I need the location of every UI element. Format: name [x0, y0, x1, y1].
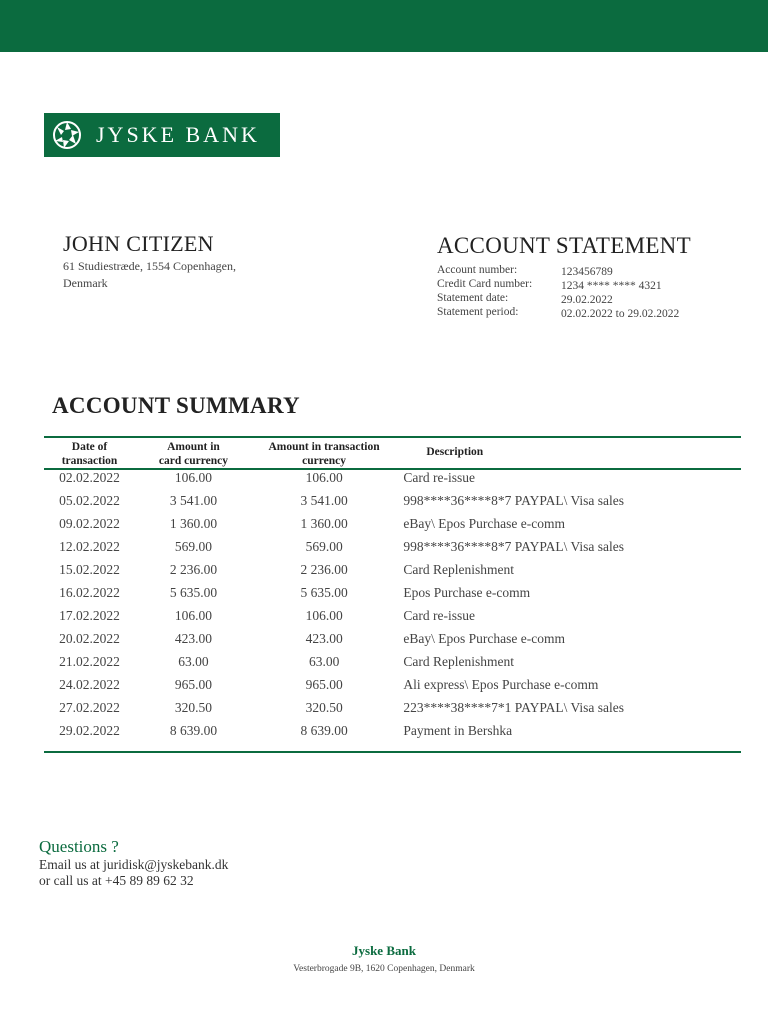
header-date-line2: transaction — [61, 455, 118, 467]
cell-description: Payment in Bershka — [403, 723, 513, 738]
cell-date: 16.02.2022 — [59, 585, 120, 600]
meta-label: Statement period: — [437, 306, 519, 318]
meta-label: Credit Card number: — [437, 278, 533, 290]
meta-value: 29.02.2022 — [561, 294, 613, 306]
cell-date: 29.02.2022 — [59, 723, 120, 738]
cell-description: eBay\ Epos Purchase e-comm — [403, 631, 565, 646]
cell-date: 17.02.2022 — [59, 608, 120, 623]
meta-label: Statement date: — [437, 292, 509, 304]
cell-transaction-amount: 2 236.00 — [300, 562, 348, 577]
customer-name: JOHN CITIZEN — [63, 231, 214, 256]
cell-transaction-amount: 106.00 — [305, 608, 343, 623]
cell-description: 223****38****7*1 PAYPAL\ Visa sales — [403, 700, 625, 715]
contact-block — [39, 837, 228, 889]
cell-card-amount: 5 635.00 — [169, 585, 218, 600]
cell-card-amount: 3 541.00 — [169, 493, 218, 508]
header-trans-line1: Amount in transaction — [268, 441, 380, 453]
cell-card-amount: 2 236.00 — [169, 562, 218, 577]
contact-phone[interactable]: or call us at +45 89 89 62 32 — [39, 873, 194, 888]
bank-logo-text: JYSKE BANK — [96, 122, 260, 147]
meta-value: 1234 **** **** 4321 — [561, 280, 662, 292]
statement-block — [437, 233, 747, 319]
footer-address: Vesterbrogade 9B, 1620 Copenhagen, Denmark — [293, 964, 475, 974]
header-card-line2: card currency — [158, 455, 228, 467]
cell-date: 05.02.2022 — [59, 493, 120, 508]
contact-email[interactable]: Email us at juridisk@jyskebank.dk — [39, 857, 229, 872]
cell-transaction-amount: 320.50 — [305, 700, 343, 715]
table-row — [44, 585, 741, 608]
meta-value: 02.02.2022 to 29.02.2022 — [561, 308, 680, 320]
table-row — [44, 516, 741, 539]
page-footer — [0, 942, 768, 974]
cell-description: 998****36****8*7 PAYPAL\ Visa sales — [403, 539, 625, 554]
table-row — [44, 631, 741, 654]
meta-row — [437, 291, 747, 305]
contact-title: Questions ? — [39, 837, 119, 856]
cell-date: 21.02.2022 — [59, 654, 120, 669]
cell-card-amount: 63.00 — [178, 654, 209, 669]
table-body — [44, 470, 741, 751]
header-trans-line2: currency — [302, 455, 346, 467]
table-row — [44, 562, 741, 585]
table-row — [44, 493, 741, 516]
cell-card-amount: 1 360.00 — [169, 516, 218, 531]
cell-date: 02.02.2022 — [59, 470, 120, 485]
cell-description: Card re-issue — [403, 608, 476, 623]
bank-logo — [44, 113, 280, 157]
cell-transaction-amount: 965.00 — [305, 677, 343, 692]
meta-row — [437, 263, 747, 277]
cell-transaction-amount: 3 541.00 — [300, 493, 348, 508]
cell-transaction-amount: 5 635.00 — [300, 585, 348, 600]
header-date-line1: Date of — [71, 441, 108, 453]
cell-description: Epos Purchase e-comm — [403, 585, 531, 600]
cell-description: Card Replenishment — [403, 562, 515, 577]
cell-card-amount: 569.00 — [174, 539, 213, 554]
footer-bank-name: Jyske Bank — [352, 943, 416, 958]
meta-label: Account number: — [437, 264, 518, 276]
table-row — [44, 470, 741, 493]
cell-description: Ali express\ Epos Purchase e-comm — [403, 677, 599, 692]
cell-card-amount: 423.00 — [174, 631, 213, 646]
cell-card-amount: 106.00 — [174, 470, 213, 485]
table-header — [44, 438, 741, 470]
meta-row — [437, 277, 747, 291]
cell-date: 20.02.2022 — [59, 631, 120, 646]
cell-transaction-amount: 569.00 — [305, 539, 343, 554]
transactions-table — [44, 436, 741, 753]
table-row — [44, 608, 741, 631]
cell-transaction-amount: 63.00 — [308, 654, 340, 669]
cell-description: Card Replenishment — [403, 654, 515, 669]
cell-transaction-amount: 8 639.00 — [300, 723, 348, 738]
cell-description: eBay\ Epos Purchase e-comm — [403, 516, 565, 531]
header-transaction-amount — [252, 438, 396, 468]
cell-description: 998****36****8*7 PAYPAL\ Visa sales — [403, 493, 625, 508]
customer-address-line1: 61 Studiestræde, 1554 Copenhagen, — [63, 259, 236, 273]
cell-card-amount: 965.00 — [174, 677, 213, 692]
table-row — [44, 539, 741, 562]
aperture-logo-icon — [52, 120, 82, 150]
meta-row — [437, 305, 747, 319]
header-date — [44, 438, 135, 468]
statement-title: ACCOUNT STATEMENT — [437, 233, 691, 258]
statement-meta — [437, 263, 747, 319]
cell-transaction-amount: 423.00 — [305, 631, 343, 646]
cell-description: Card re-issue — [403, 470, 476, 485]
customer-address-line2: Denmark — [63, 276, 108, 290]
top-banner — [0, 0, 768, 52]
cell-card-amount: 320.50 — [174, 700, 213, 715]
cell-date: 27.02.2022 — [59, 700, 120, 715]
cell-date: 12.02.2022 — [59, 539, 120, 554]
table-row — [44, 654, 741, 677]
cell-date: 24.02.2022 — [59, 677, 120, 692]
table-row — [44, 723, 741, 746]
summary-title: ACCOUNT SUMMARY — [52, 393, 300, 418]
header-card-line1: Amount in — [167, 441, 220, 453]
cell-transaction-amount: 1 360.00 — [300, 516, 348, 531]
table-row — [44, 677, 741, 700]
customer-block — [63, 231, 293, 291]
cell-date: 09.02.2022 — [59, 516, 120, 531]
meta-value: 123456789 — [561, 266, 613, 278]
header-card-amount — [135, 438, 252, 468]
cell-date: 15.02.2022 — [59, 562, 120, 577]
table-row — [44, 700, 741, 723]
cell-card-amount: 8 639.00 — [169, 723, 218, 738]
header-description: Description — [426, 446, 484, 458]
cell-card-amount: 106.00 — [174, 608, 213, 623]
cell-transaction-amount: 106.00 — [305, 470, 343, 485]
